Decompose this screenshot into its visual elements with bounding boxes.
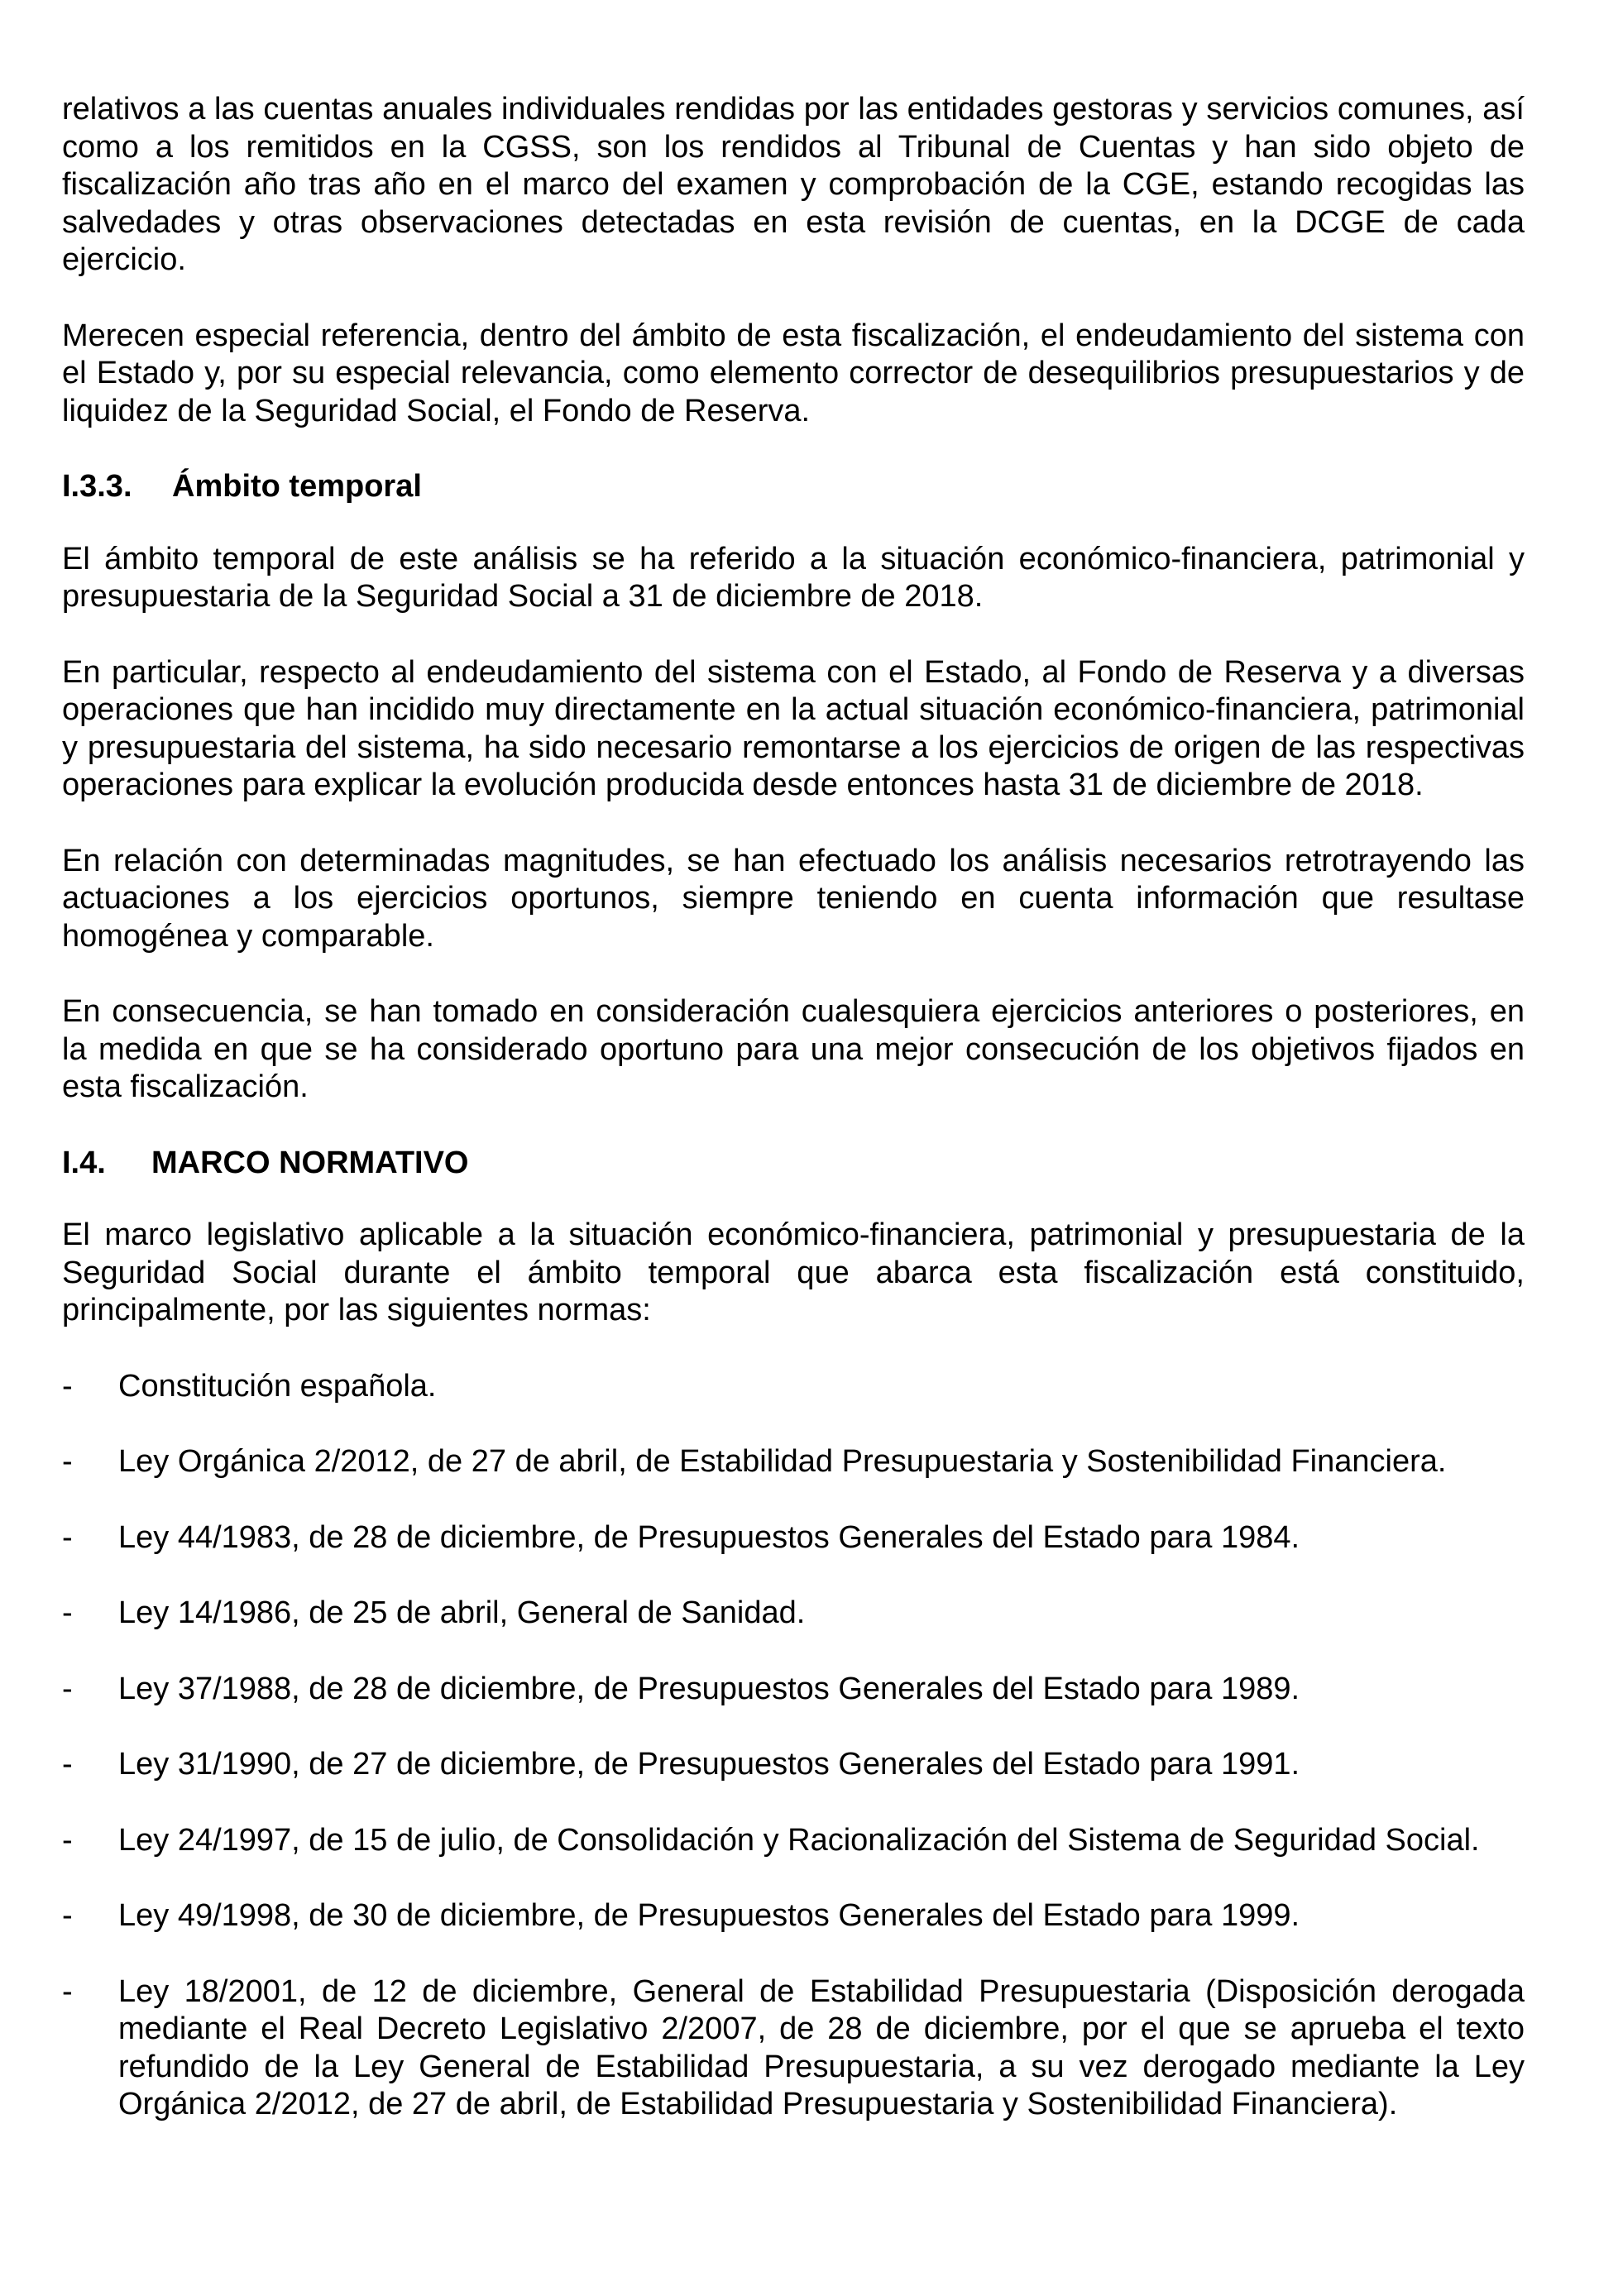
list-bullet: - [62, 1898, 73, 1933]
list-item-text: Ley 37/1988, de 28 de diciembre, de Presupuestos Generales del Estado para 1989. [118, 1671, 1300, 1706]
list-item-text: Ley 49/1998, de 30 de diciembre, de Presupuestos Generales del Estado para 1999. [118, 1898, 1300, 1933]
list-item [62, 1746, 1525, 1784]
list-item [62, 1897, 1525, 1935]
section-number: I.3.3. [62, 469, 132, 504]
page-content [62, 91, 1525, 2162]
list-bullet: - [62, 1444, 73, 1479]
list-item [62, 1973, 1525, 2124]
paragraph: relativos a las cuentas anuales individuales rendidas por las entidades gestoras y servicios comunes, así como a los remitidos en la CGSS, son los rendidos al Tribunal de Cuentas y han sido objeto de fiscalización año tras año en el marco del examen y comprobación de la CGE, estando recogidas las salvedades y otras observaciones detectadas en esta revisión de cuentas, en la DCGE de cada ejercicio. [62, 92, 1525, 277]
list-item [62, 1519, 1525, 1557]
paragraph: Merecen especial referencia, dentro del ámbito de esta fiscalización, el endeudamiento del sistema con el Estado y, por su especial relevancia, como elemento corrector de desequilibrios presupuestarios y de liquidez de la Seguridad Social, el Fondo de Reserva. [62, 318, 1525, 428]
paragraph: El marco legislativo aplicable a la situación económico-financiera, patrimonial y presupuestaria de la Seguridad Social durante el ámbito temporal que abarca esta fiscalización está constituido, principalmente, por las siguientes normas: [62, 1217, 1525, 1327]
norms-list [62, 1368, 1525, 2124]
paragraph: En particular, respecto al endeudamiento del sistema con el Estado, al Fondo de Reserva y a diversas operaciones que han incidido muy directamente en la actual situación económico-financiera, patrimonial y presupuestaria del sistema, ha sido necesario remontarse a los ejercicios de origen de las respectivas operaciones para explicar la evolución producida desde entonces hasta 31 de diciembre de 2018. [62, 654, 1525, 802]
list-item [62, 1595, 1525, 1633]
section-heading-marco-normativo [62, 1145, 1525, 1183]
list-bullet: - [62, 1822, 73, 1858]
paragraph: El ámbito temporal de este análisis se ha referido a la situación económico-financiera, patrimonial y presupuestaria de la Seguridad Social a 31 de diciembre de 2018. [62, 541, 1525, 614]
list-item-text: Ley 24/1997, de 15 de julio, de Consolidación y Racionalización del Sistema de Seguridad Social. [118, 1822, 1480, 1858]
list-item-text: Ley 18/2001, de 12 de diciembre, General de Estabilidad Presupuestaria (Disposición derogada mediante el Real Decreto Legislativo 2/2007, de 28 de diciembre, por el que se aprueba el texto refundido de la Ley General de Estabilidad Presupuestaria, a su vez derogado mediante la Ley Orgánica 2/2012, de 27 de abril, de Estabilidad Presupuestaria y Sostenibilidad Financiera). [118, 1973, 1525, 2121]
list-item-text: Constitución española. [118, 1368, 437, 1404]
list-item-text: Ley 31/1990, de 27 de diciembre, de Presupuestos Generales del Estado para 1991. [118, 1747, 1300, 1782]
list-bullet: - [62, 1595, 73, 1630]
paragraph: En relación con determinadas magnitudes, se han efectuado los análisis necesarios retrotrayendo las actuaciones a los ejercicios oportunos, siempre teniendo en cuenta información que resultase homogénea y comparable. [62, 843, 1525, 954]
list-bullet: - [62, 1519, 73, 1555]
list-bullet: - [62, 1671, 73, 1706]
list-item-text: Ley Orgánica 2/2012, de 27 de abril, de Estabilidad Presupuestaria y Sostenibilidad Financiera. [118, 1444, 1447, 1479]
section-number: I.4. [62, 1145, 106, 1180]
list-item [62, 1822, 1525, 1860]
paragraph: En consecuencia, se han tomado en consideración cualesquiera ejercicios anteriores o posteriores, en la medida en que se ha considerado oportuno para una mejor consecución de los objetivos fijados en esta fiscalización. [62, 994, 1525, 1104]
list-item-text: Ley 14/1986, de 25 de abril, General de Sanidad. [118, 1595, 806, 1630]
list-item [62, 1368, 1525, 1406]
list-item [62, 1443, 1525, 1481]
section-title: MARCO NORMATIVO [151, 1145, 469, 1180]
list-item [62, 1671, 1525, 1709]
list-bullet: - [62, 1747, 73, 1782]
list-item-text: Ley 44/1983, de 28 de diciembre, de Presupuestos Generales del Estado para 1984. [118, 1519, 1300, 1555]
list-bullet: - [62, 1973, 73, 2009]
section-heading-ambito-temporal [62, 468, 1525, 506]
section-title: Ámbito temporal [172, 469, 422, 504]
list-bullet: - [62, 1368, 73, 1404]
